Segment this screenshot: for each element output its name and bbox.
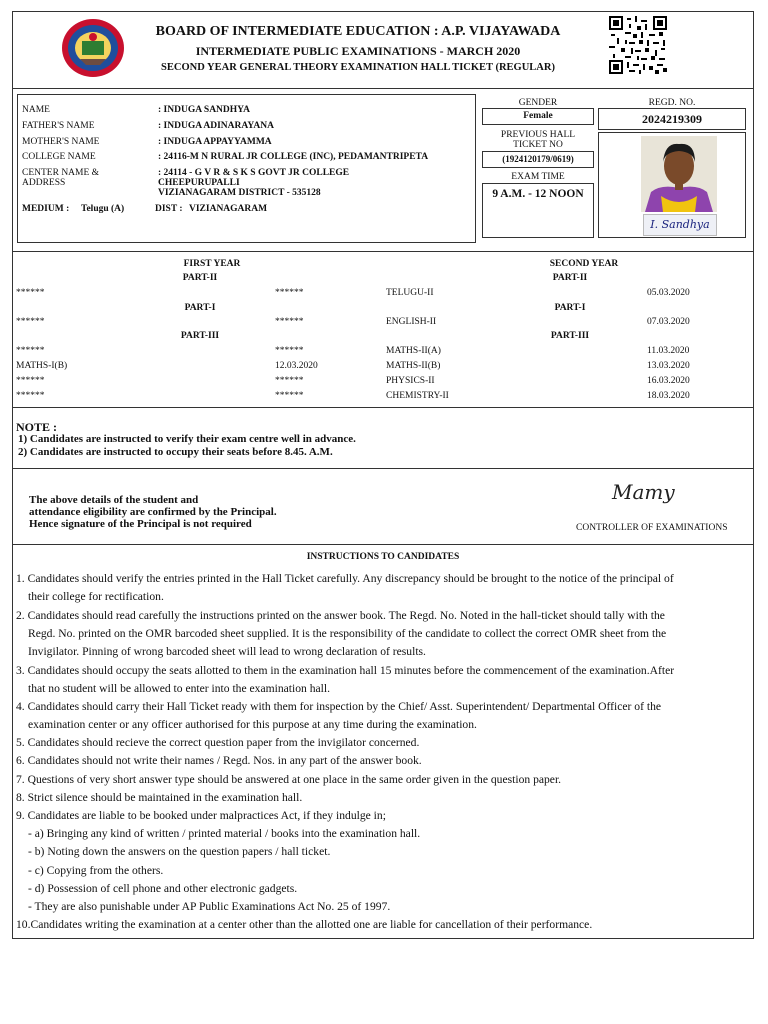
divider bbox=[12, 544, 754, 545]
instruction-line: 3. Candidates should occupy the seats allotted to them in the examination hall 15 minutes before the commencement of the examination.After bbox=[16, 664, 675, 677]
center-label: CENTER NAME & bbox=[22, 168, 100, 178]
sy-part2-heading: PART-II bbox=[552, 273, 588, 283]
fy-part2-heading: PART-II bbox=[182, 273, 218, 283]
qr-code-icon bbox=[609, 16, 667, 74]
center-value-town: CHEEPURUPALLI bbox=[158, 178, 240, 188]
dist-value: VIZIANAGARAM bbox=[189, 204, 268, 214]
gender-value: Female bbox=[482, 108, 594, 125]
controller-signature: Mamy bbox=[612, 480, 675, 504]
instruction-line: 10.Candidates writing the examination at a center other than the allotted one are liable for cancellation of their performance. bbox=[16, 918, 593, 931]
college-label: COLLEGE NAME bbox=[22, 152, 96, 162]
divider bbox=[12, 88, 754, 89]
board-logo-icon bbox=[60, 17, 126, 79]
student-photo bbox=[641, 136, 717, 212]
fy-subject: ****** bbox=[16, 391, 45, 401]
instruction-line: - c) Copying from the others. bbox=[28, 864, 164, 877]
fy-subject: ****** bbox=[16, 346, 45, 356]
sy-part1-heading: PART-I bbox=[554, 303, 586, 313]
sy-subject: CHEMISTRY-II bbox=[386, 391, 449, 401]
sy-date: 07.03.2020 bbox=[647, 317, 690, 327]
name-label: NAME bbox=[22, 105, 50, 115]
name-value: : INDUGA SANDHYA bbox=[158, 105, 251, 115]
medium-value: Telugu (A) bbox=[81, 204, 125, 214]
ticket-title: SECOND YEAR GENERAL THEORY EXAMINATION HALL TICKET (REGULAR) bbox=[161, 62, 555, 73]
instruction-line: - d) Possession of cell phone and other electronic gadgets. bbox=[28, 882, 298, 895]
sy-subject: ENGLISH-II bbox=[386, 317, 437, 327]
sy-subject: TELUGU-II bbox=[386, 288, 434, 298]
sy-subject: MATHS-II(A) bbox=[386, 346, 441, 356]
certification-line: Hence signature of the Principal is not required bbox=[29, 518, 252, 530]
fy-subject: ****** bbox=[16, 288, 45, 298]
second-year-heading: SECOND YEAR bbox=[549, 259, 619, 269]
previous-hall-ticket-value: (1924120179/0619) bbox=[482, 151, 594, 168]
instruction-line: Regd. No. printed on the OMR barcoded sheet supplied. It is the responsibility of the candidate to collect the correct OMR sheet from the bbox=[28, 627, 667, 640]
fy-part1-heading: PART-I bbox=[184, 303, 216, 313]
divider bbox=[12, 251, 754, 252]
regd-no-label: REGD. NO. bbox=[648, 98, 696, 108]
instruction-line: - a) Bringing any kind of written / printed material / books into the examination hall. bbox=[28, 827, 421, 840]
fy-date: ****** bbox=[275, 317, 304, 327]
fy-date: ****** bbox=[275, 288, 304, 298]
instruction-line: 7. Questions of very short answer type should be answered at one place in the same order given in the question paper. bbox=[16, 773, 562, 786]
previous-hall-ticket-label-2: TICKET NO bbox=[513, 140, 563, 150]
note-title: NOTE : bbox=[16, 420, 58, 434]
instruction-line: their college for rectification. bbox=[28, 590, 164, 603]
center-value: : 24114 - G V R & S K S GOVT JR COLLEGE bbox=[158, 168, 350, 178]
instruction-line: 8. Strict silence should be maintained in the examination hall. bbox=[16, 791, 303, 804]
sy-date: 16.03.2020 bbox=[647, 376, 690, 386]
mother-name-value: : INDUGA APPAYYAMMA bbox=[158, 137, 272, 147]
mother-name-label: MOTHER'S NAME bbox=[22, 137, 100, 147]
fy-date: ****** bbox=[275, 376, 304, 386]
father-name-value: : INDUGA ADINARAYANA bbox=[158, 121, 274, 131]
fy-date: 12.03.2020 bbox=[275, 361, 318, 371]
regd-no-value: 2024219309 bbox=[598, 108, 746, 130]
exam-time-value: 9 A.M. - 12 NOON bbox=[482, 183, 594, 238]
note-item: 1) Candidates are instructed to verify their exam centre well in advance. bbox=[18, 433, 356, 445]
sy-subject: PHYSICS-II bbox=[386, 376, 435, 386]
sy-part3-heading: PART-III bbox=[550, 331, 590, 341]
controller-label: CONTROLLER OF EXAMINATIONS bbox=[576, 523, 728, 533]
instruction-line: - They are also punishable under AP Public Examinations Act No. 25 of 1997. bbox=[28, 900, 391, 913]
sy-subject: MATHS-II(B) bbox=[386, 361, 441, 371]
instruction-line: - b) Noting down the answers on the question papers / hall ticket. bbox=[28, 845, 331, 858]
fy-part3-heading: PART-III bbox=[180, 331, 220, 341]
sy-date: 13.03.2020 bbox=[647, 361, 690, 371]
exam-title: INTERMEDIATE PUBLIC EXAMINATIONS - MARCH 2020 bbox=[195, 44, 521, 58]
board-title: BOARD OF INTERMEDIATE EDUCATION : A.P. VIJAYAWADA bbox=[155, 24, 561, 39]
instruction-line: examination center or any officer authorised for this purpose at any time during the examination. bbox=[28, 718, 477, 731]
divider bbox=[12, 407, 754, 408]
medium-label: MEDIUM : bbox=[22, 204, 70, 214]
instruction-line: 2. Candidates should read carefully the instructions printed on the answer book. The Regd. No. Noted in the hall-ticket should tally with the bbox=[16, 609, 665, 622]
college-value: : 24116-M N RURAL JR COLLEGE (INC), PEDAMANTRIPETA bbox=[158, 152, 429, 162]
exam-time-label: EXAM TIME bbox=[511, 172, 565, 182]
father-name-label: FATHER'S NAME bbox=[22, 121, 95, 131]
fy-subject: ****** bbox=[16, 376, 45, 386]
fy-subject: MATHS-I(B) bbox=[16, 361, 68, 371]
instruction-line: 9. Candidates are liable to be booked under malpractices Act, if they indulge in; bbox=[16, 809, 386, 822]
sy-date: 05.03.2020 bbox=[647, 288, 690, 298]
certification-line: The above details of the student and bbox=[29, 494, 199, 506]
note-item: 2) Candidates are instructed to occupy their seats before 8.45. A.M. bbox=[18, 446, 333, 458]
fy-subject: ****** bbox=[16, 317, 45, 327]
fy-date: ****** bbox=[275, 346, 304, 356]
instruction-line: 1. Candidates should verify the entries printed in the Hall Ticket carefully. Any discrepancy should be brought to the notice of the principal of bbox=[16, 572, 674, 585]
instruction-line: that no student will be allowed to enter into the examination hall. bbox=[28, 682, 331, 695]
sy-date: 18.03.2020 bbox=[647, 391, 690, 401]
instructions-title: INSTRUCTIONS TO CANDIDATES bbox=[306, 552, 460, 562]
divider bbox=[12, 468, 754, 469]
instruction-line: 5. Candidates should recieve the correct question paper from the invigilator concerned. bbox=[16, 736, 420, 749]
instruction-line: 6. Candidates should not write their names / Regd. Nos. in any part of the answer book. bbox=[16, 754, 422, 767]
sy-date: 11.03.2020 bbox=[647, 346, 690, 356]
gender-label: GENDER bbox=[518, 98, 558, 108]
certification-line: attendance eligibility are confirmed by the Principal. bbox=[29, 506, 277, 518]
instruction-line: 4. Candidates should carry their Hall Ticket ready with them for inspection by the Chief/ Asst. Superintendent/ Departmental Officer of the bbox=[16, 700, 662, 713]
dist-label: DIST : bbox=[155, 204, 183, 214]
fy-date: ****** bbox=[275, 391, 304, 401]
first-year-heading: FIRST YEAR bbox=[183, 259, 241, 269]
student-signature: I. Sandhya bbox=[643, 214, 717, 236]
instruction-line: Invigilator. Pinning of wrong barcoded sheet will lead to wrong declaration of results. bbox=[28, 645, 426, 658]
previous-hall-ticket-label: PREVIOUS HALL bbox=[500, 130, 576, 140]
center-label-address: ADDRESS bbox=[22, 178, 66, 188]
center-value-district: VIZIANAGARAM DISTRICT - 535128 bbox=[158, 188, 321, 198]
